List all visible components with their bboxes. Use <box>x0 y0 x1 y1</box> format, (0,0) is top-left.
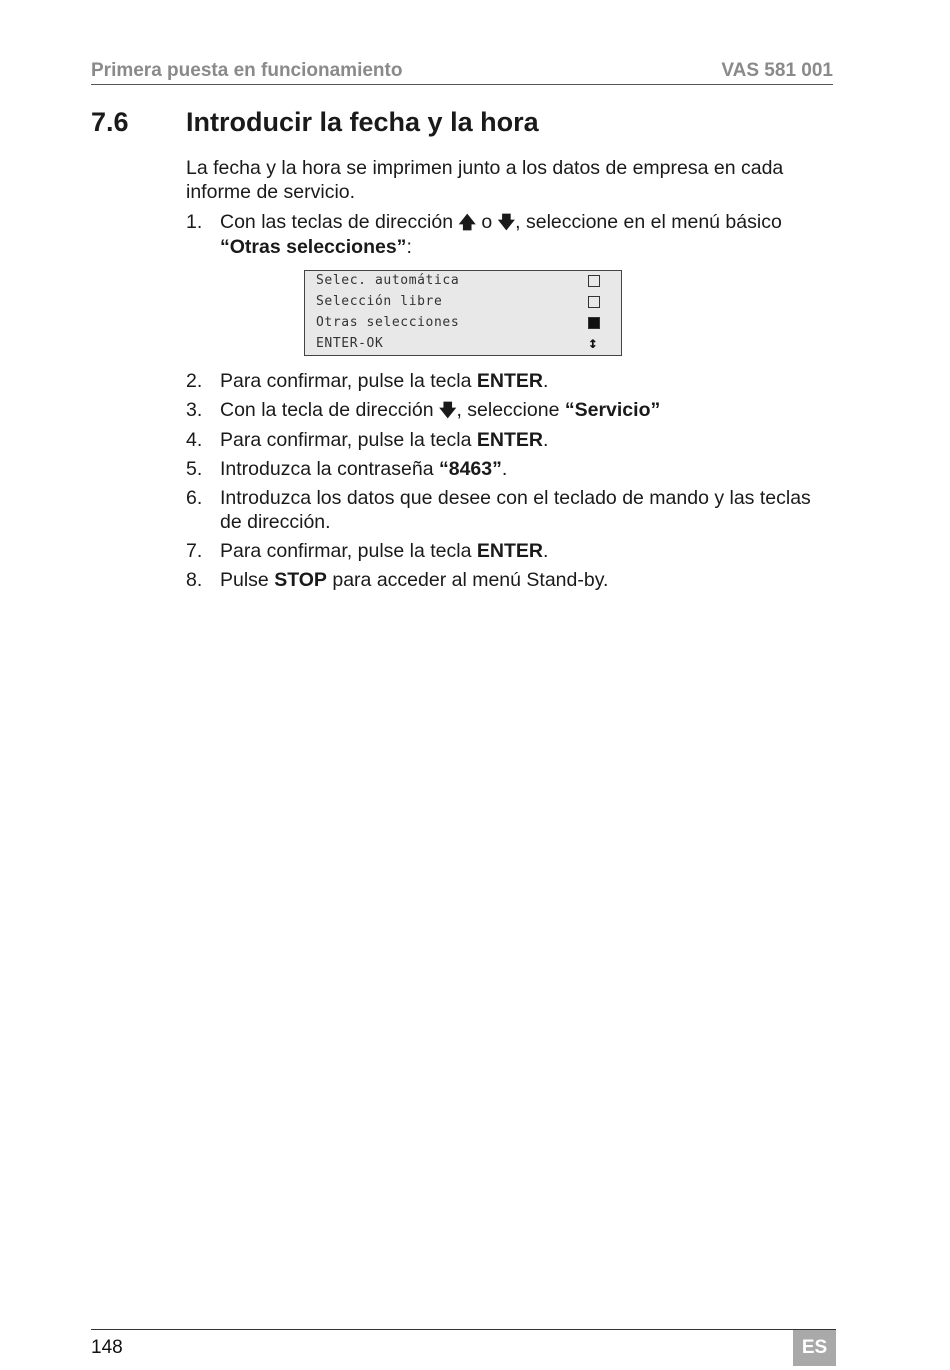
list-item-step-8 <box>186 568 836 592</box>
step-text: . <box>542 370 549 392</box>
step-text: Para confirmar, pulse la tecla <box>220 540 477 562</box>
step-bold: ENTER <box>476 370 543 392</box>
step-bold: ENTER <box>476 540 543 562</box>
checkbox-filled-icon <box>588 317 600 329</box>
section-title: Introducir la fecha y la hora <box>186 107 539 137</box>
checkbox-empty-icon <box>588 296 600 308</box>
header-model: VAS 581 001 <box>721 60 833 81</box>
list-item-step-1 <box>186 210 836 259</box>
list-item-step-2 <box>186 369 836 393</box>
lcd-row-label: ENTER-OK <box>316 336 384 351</box>
step-number: 7. <box>186 540 203 562</box>
lcd-row <box>316 314 616 335</box>
section-number: 7.6 <box>91 107 129 137</box>
lcd-row <box>316 293 616 314</box>
running-header <box>91 58 833 85</box>
step-text: Con la tecla de dirección <box>220 399 434 421</box>
lcd-row-label: Selección libre <box>316 294 443 309</box>
checkbox-empty-icon <box>588 275 600 287</box>
step-text: Para confirmar, pulse la tecla <box>220 429 477 451</box>
intro-paragraph: La fecha y la hora se imprimen junto a los datos de empresa en cada informe de servicio. <box>186 157 784 203</box>
step-text: Pulse <box>220 569 275 591</box>
step-number: 4. <box>186 429 203 451</box>
step-number: 8. <box>186 569 203 591</box>
step-number: 2. <box>186 370 203 392</box>
step-text: o <box>481 211 493 233</box>
arrow-down-icon: 🡇 <box>497 213 516 232</box>
list-item-step-4 <box>186 428 836 452</box>
steps-list <box>186 369 836 592</box>
step-text: Introduzca la contraseña <box>220 458 439 480</box>
lcd-row-label: Otras selecciones <box>316 315 460 330</box>
step-bold: STOP <box>274 569 327 591</box>
arrow-down-icon: 🡇 <box>438 401 457 420</box>
step-number: 5. <box>186 458 203 480</box>
arrow-up-icon: 🡅 <box>458 213 476 232</box>
up-down-arrow-icon: ↕ <box>588 333 599 352</box>
page-footer <box>91 1329 836 1366</box>
header-chapter: Primera puesta en funcionamiento <box>91 60 403 81</box>
page-number: 148 <box>91 1337 123 1358</box>
step-text: , seleccione en el menú básico <box>515 211 782 233</box>
lcd-display <box>304 270 622 356</box>
step-bold: ENTER <box>476 429 543 451</box>
step-text: , seleccione <box>456 399 565 421</box>
lcd-row-label: Selec. automática <box>316 273 460 288</box>
language-tab: ES <box>793 1330 836 1366</box>
lcd-row <box>316 272 616 293</box>
lcd-row <box>316 335 616 356</box>
step-text: . <box>542 429 549 451</box>
step-number: 3. <box>186 399 203 421</box>
step-bold: “8463” <box>438 458 502 480</box>
step-text: Introduzca los datos que desee con el teclado de mando y las teclas de dirección. <box>220 487 811 533</box>
section-body <box>186 156 836 597</box>
step-text: Para confirmar, pulse la tecla <box>220 370 477 392</box>
step-text: . <box>542 540 549 562</box>
step-number: 6. <box>186 487 203 509</box>
list-item-step-6 <box>186 486 836 534</box>
list-item-step-3 <box>186 398 836 423</box>
list-item-step-5 <box>186 457 836 481</box>
step-text: Con las teclas de dirección <box>220 211 454 233</box>
step-text: . <box>501 458 508 480</box>
step-number: 1. <box>186 211 203 233</box>
step-bold: “Otras selecciones” <box>220 236 407 258</box>
list-item-step-7 <box>186 539 836 563</box>
step-text: : <box>406 236 412 258</box>
steps-list <box>186 210 836 259</box>
step-text: para acceder al menú Stand-by. <box>326 569 609 591</box>
step-bold: “Servicio” <box>564 399 661 421</box>
